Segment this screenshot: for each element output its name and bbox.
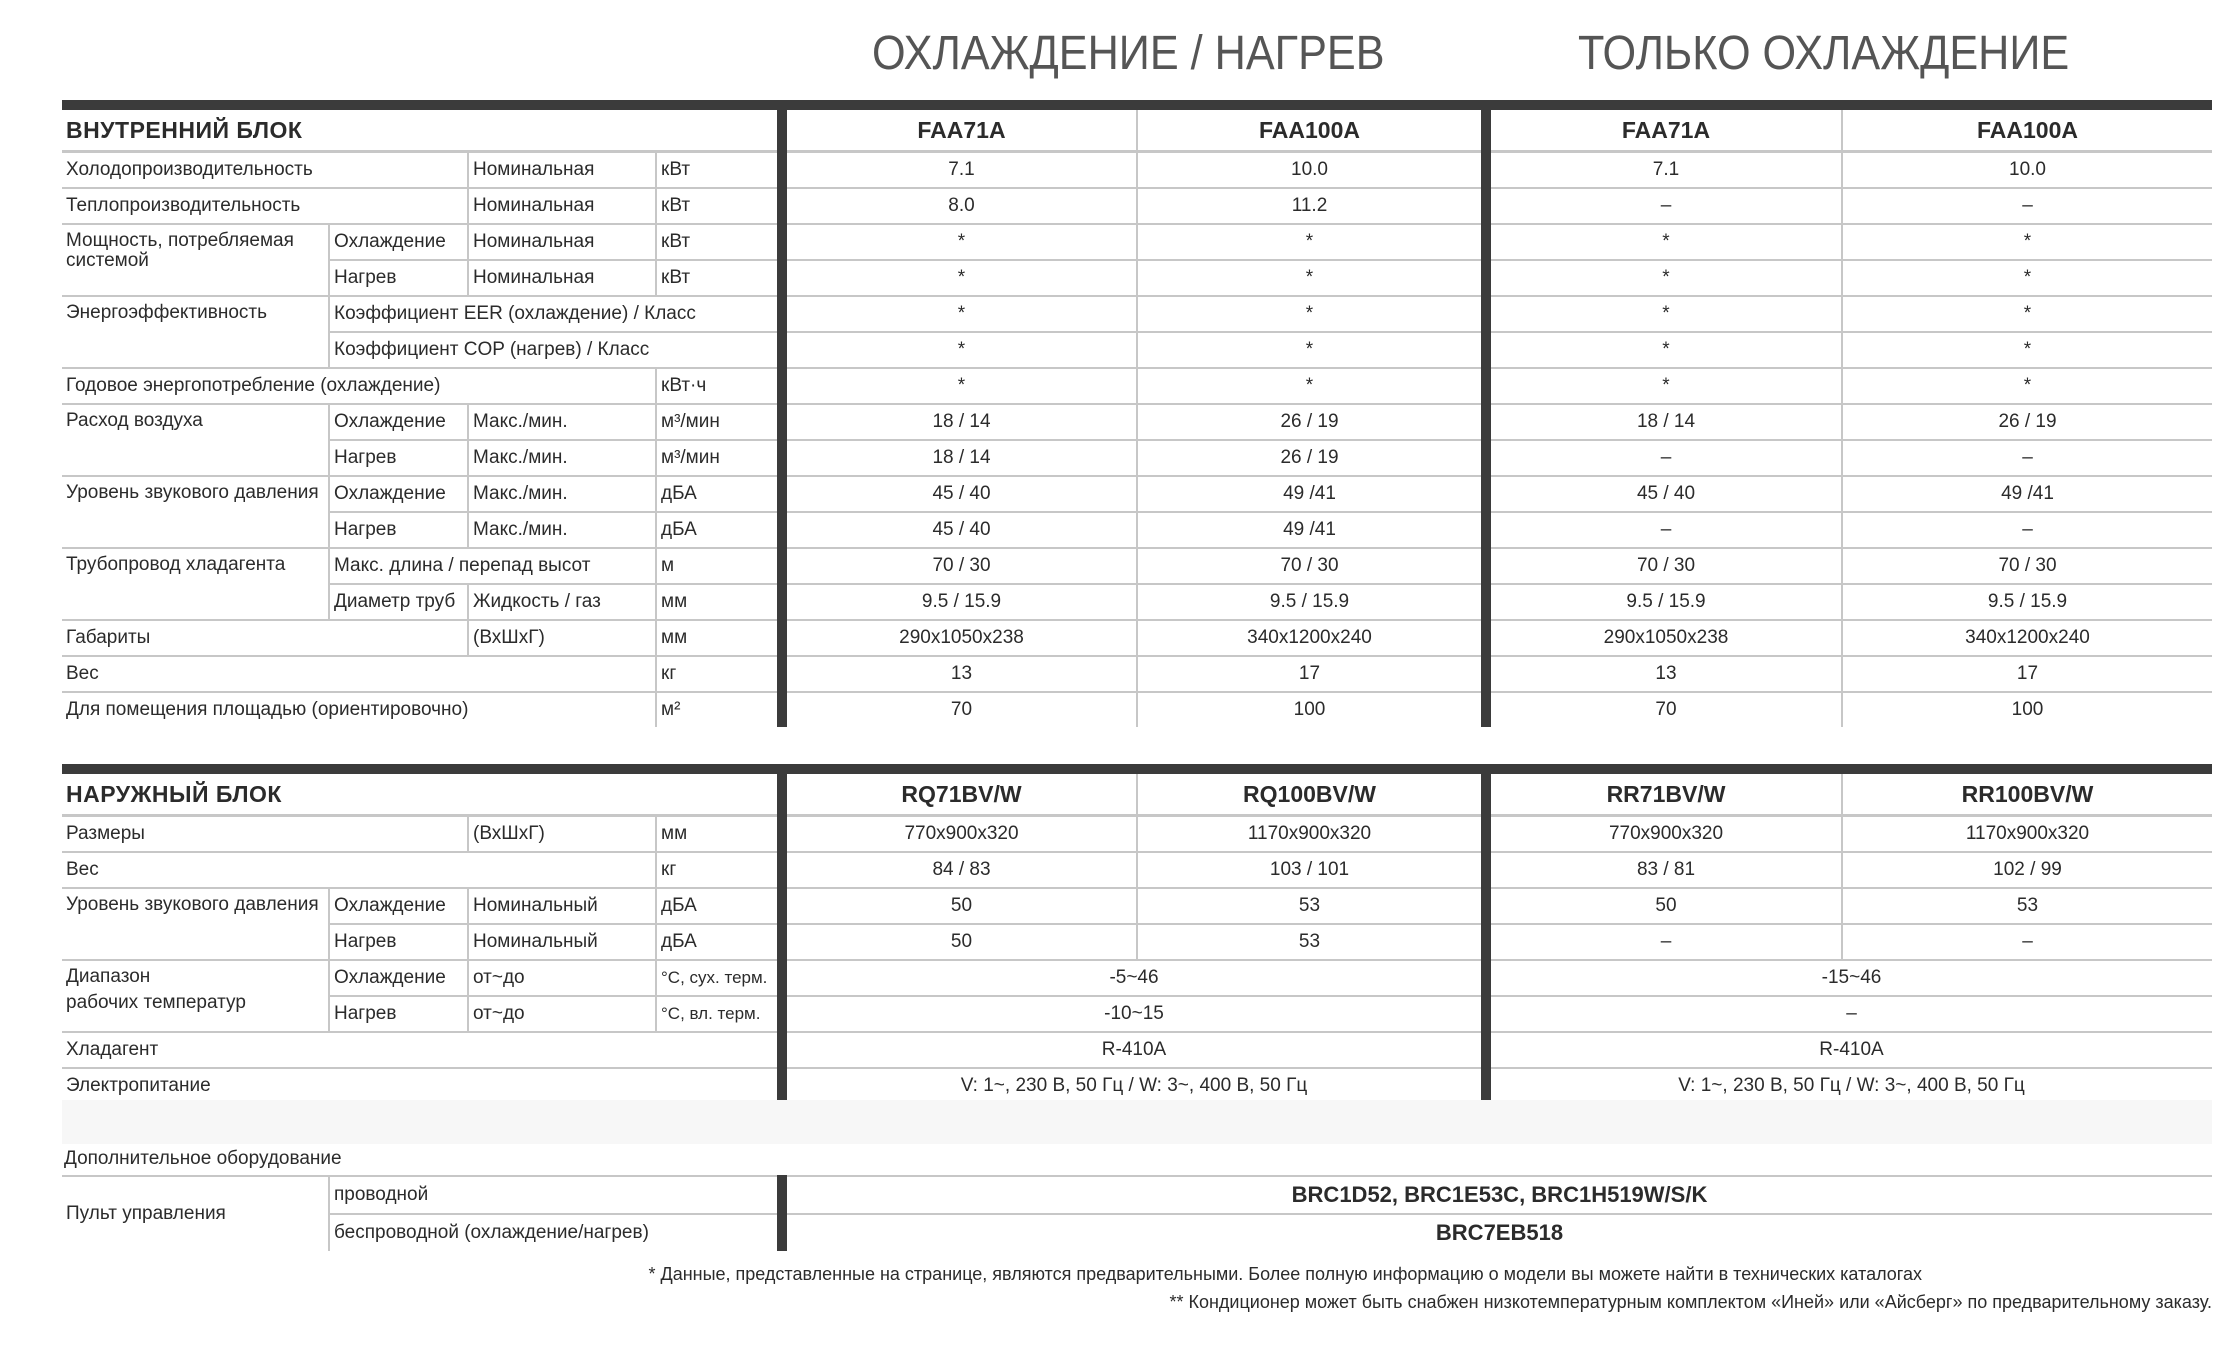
value-cell: 1170x900x320	[1842, 816, 2212, 853]
table-row	[62, 1214, 2212, 1251]
row-sub: Макс./мин.	[468, 476, 656, 512]
value-cell: 770x900x320	[782, 816, 1137, 853]
row-label: Трубопровод хладагента	[62, 548, 329, 620]
value-cell: 102 / 99	[1842, 852, 2212, 888]
value-cell: 70 / 30	[1137, 548, 1486, 584]
value-cell: BRC7EB518	[782, 1214, 2212, 1251]
row-unit: м	[656, 548, 782, 584]
value-cell: –	[1486, 512, 1842, 548]
row-unit: °С, сух. терм.	[656, 960, 782, 996]
table-row	[62, 1176, 2212, 1214]
table-row	[62, 692, 2212, 727]
value-cell: 18 / 14	[782, 440, 1137, 476]
row-sub: проводной	[329, 1176, 782, 1214]
value-cell: 50	[782, 924, 1137, 960]
value-cell: 26 / 19	[1842, 404, 2212, 440]
table-row	[62, 188, 2212, 224]
value-cell: –	[1842, 924, 2212, 960]
row-label: Мощность, потребляемая системой	[62, 224, 329, 296]
range-label-line1: Диапазон	[66, 966, 151, 987]
row-label: Габариты	[62, 620, 468, 656]
value-cell: *	[1137, 260, 1486, 296]
row-sub: Номинальная	[468, 224, 656, 260]
row-mode: Охлаждение	[329, 476, 468, 512]
value-cell: *	[782, 260, 1137, 296]
table-row	[62, 996, 2212, 1032]
footnote-2: ** Кондиционер может быть снабжен низкотемпературным комплектом «Иней» или «Айсберг» по предварительному заказу.	[1169, 1292, 2212, 1312]
value-cell: 70 / 30	[1486, 548, 1842, 584]
row-unit: кВт	[656, 224, 782, 260]
row-mode: Нагрев	[329, 924, 468, 960]
model-cell: RR71BV/W	[1486, 774, 1842, 816]
row-label: Расход воздуха	[62, 404, 329, 476]
value-cell: V: 1~, 230 В, 50 Гц / W: 3~, 400 В, 50 Гц	[782, 1068, 1486, 1103]
value-cell: 9.5 / 15.9	[1486, 584, 1842, 620]
table-row	[62, 548, 2212, 584]
value-cell: 1170x900x320	[1137, 816, 1486, 853]
row-unit: °С, вл. терм.	[656, 996, 782, 1032]
table-row	[62, 224, 2212, 260]
model-cell: RQ71BV/W	[782, 774, 1137, 816]
row-label: Для помещения площадью (ориентировочно)	[66, 699, 469, 721]
value-cell: 9.5 / 15.9	[1842, 584, 2212, 620]
value-cell: 49 /41	[1842, 476, 2212, 512]
table-row	[62, 368, 2212, 404]
footnote-1: * Данные, представленные на странице, являются предварительными. Более полную информацию о модели вы можете найти в технических каталогах	[648, 1264, 1922, 1284]
row-label: Холодопроизводительность	[62, 152, 468, 189]
value-cell: *	[1842, 368, 2212, 404]
range-label-line2: рабочих температур	[66, 991, 246, 1013]
value-cell: *	[1842, 332, 2212, 368]
options-title: Дополнительное оборудование	[64, 1148, 342, 1169]
value-cell: 340x1200x240	[1137, 620, 1486, 656]
outdoor-unit-table	[62, 764, 2212, 1103]
row-label: Теплопроизводительность	[62, 188, 468, 224]
model-cell: FAA71A	[782, 110, 1137, 152]
value-cell: 290x1050x238	[1486, 620, 1842, 656]
value-cell: 340x1200x240	[1842, 620, 2212, 656]
row-sub: Макс. длина / перепад высот	[329, 548, 656, 584]
row-unit: дБА	[656, 476, 782, 512]
row-unit: мм	[656, 620, 782, 656]
value-cell: 17	[1137, 656, 1486, 692]
row-mode: Охлаждение	[329, 888, 468, 924]
indoor-title: ВНУТРЕННИЙ БЛОК	[62, 110, 782, 152]
value-cell: –	[1842, 512, 2212, 548]
row-label	[62, 960, 329, 1032]
header-cool-heat: ОХЛАЖДЕНИЕ / НАГРЕВ	[872, 27, 1385, 80]
value-cell: 100	[1842, 692, 2212, 727]
row-unit: кВт	[656, 152, 782, 189]
row-sub: от~до	[468, 996, 656, 1032]
row-sub: Коэффициент COP (нагрев) / Класс	[329, 332, 782, 368]
table-row	[62, 924, 2212, 960]
value-cell: *	[782, 368, 1137, 404]
row-sub: Коэффициент EER (охлаждение) / Класс	[329, 296, 782, 332]
row-unit: кВт	[656, 188, 782, 224]
value-cell: 53	[1137, 924, 1486, 960]
value-cell: V: 1~, 230 В, 50 Гц / W: 3~, 400 В, 50 Гц	[1486, 1068, 2212, 1103]
row-label: Вес	[62, 852, 656, 888]
value-cell: 45 / 40	[782, 476, 1137, 512]
row-sub: (ВхШхГ)	[468, 620, 656, 656]
value-cell: 17	[1842, 656, 2212, 692]
row-label: Энергоэффективность	[62, 296, 329, 368]
value-cell: –	[1486, 440, 1842, 476]
table-row	[62, 1068, 2212, 1103]
value-cell: *	[1486, 332, 1842, 368]
row-label: Уровень звукового давления	[62, 476, 329, 548]
table-row	[62, 476, 2212, 512]
row-sub: Номинальный	[468, 924, 656, 960]
value-cell: 11.2	[1137, 188, 1486, 224]
row-mode: Охлаждение	[329, 404, 468, 440]
value-cell: 50	[1486, 888, 1842, 924]
header-cool-only: ТОЛЬКО ОХЛАЖДЕНИЕ	[1578, 27, 2070, 80]
value-cell: *	[1486, 368, 1842, 404]
value-cell: *	[782, 224, 1137, 260]
row-label: Вес	[62, 656, 656, 692]
value-cell: 70 / 30	[782, 548, 1137, 584]
value-cell: *	[1137, 296, 1486, 332]
model-cell: RQ100BV/W	[1137, 774, 1486, 816]
value-cell: 7.1	[1486, 152, 1842, 189]
row-unit: м²	[656, 692, 782, 727]
row-mode: Охлаждение	[329, 224, 468, 260]
value-cell: 10.0	[1842, 152, 2212, 189]
value-cell: *	[1137, 368, 1486, 404]
row-sub: беспроводной (охлаждение/нагрев)	[329, 1214, 782, 1251]
value-cell: -15~46	[1486, 960, 2212, 996]
row-unit: кг	[656, 852, 782, 888]
value-cell: R-410A	[782, 1032, 1486, 1068]
value-cell: 18 / 14	[782, 404, 1137, 440]
row-unit: дБА	[656, 888, 782, 924]
row-label: Годовое энергопотребление (охлаждение)	[62, 368, 656, 404]
value-cell: 45 / 40	[1486, 476, 1842, 512]
value-cell: R-410A	[1486, 1032, 2212, 1068]
row-mode: Нагрев	[329, 260, 468, 296]
table-row	[62, 260, 2212, 296]
value-cell: –	[1486, 996, 2212, 1032]
row-mode: Диаметр труб	[329, 584, 468, 620]
value-cell: *	[1137, 224, 1486, 260]
value-cell: -5~46	[782, 960, 1486, 996]
value-cell: 50	[782, 888, 1137, 924]
row-unit: м³/мин	[656, 440, 782, 476]
value-cell: 8.0	[782, 188, 1137, 224]
table-row	[62, 512, 2212, 548]
value-cell: 13	[782, 656, 1137, 692]
row-label: Пульт управления	[66, 1203, 226, 1225]
row-unit: кВт	[656, 260, 782, 296]
row-sub: (ВхШхГ)	[468, 816, 656, 853]
row-sub: Макс./мин.	[468, 512, 656, 548]
row-sub: Номинальная	[468, 260, 656, 296]
table-row	[62, 152, 2212, 189]
row-unit: дБА	[656, 512, 782, 548]
value-cell: –	[1486, 188, 1842, 224]
row-label: Хладагент	[62, 1032, 782, 1068]
value-cell: BRC1D52, BRC1E53C, BRC1H519W/S/K	[782, 1176, 2212, 1214]
value-cell: 70	[1486, 692, 1842, 727]
row-unit: кг	[656, 656, 782, 692]
row-sub: Макс./мин.	[468, 404, 656, 440]
row-sub: Жидкость / газ	[468, 584, 656, 620]
table-row	[62, 888, 2212, 924]
value-cell: 7.1	[782, 152, 1137, 189]
table-row	[62, 440, 2212, 476]
row-unit: м³/мин	[656, 404, 782, 440]
row-sub: от~до	[468, 960, 656, 996]
model-cell: RR100BV/W	[1842, 774, 2212, 816]
row-sub: Номинальный	[468, 888, 656, 924]
row-mode: Нагрев	[329, 996, 468, 1032]
table-row	[62, 816, 2212, 853]
value-cell: *	[1486, 260, 1842, 296]
value-cell: -10~15	[782, 996, 1486, 1032]
value-cell: 53	[1137, 888, 1486, 924]
row-unit: дБА	[656, 924, 782, 960]
indoor-header-row	[62, 110, 2212, 152]
table-row	[62, 852, 2212, 888]
value-cell: 53	[1842, 888, 2212, 924]
row-unit: кВт·ч	[656, 368, 782, 404]
value-cell: –	[1842, 440, 2212, 476]
model-cell: FAA71A	[1486, 110, 1842, 152]
value-cell: 26 / 19	[1137, 440, 1486, 476]
table-row	[62, 296, 2212, 332]
value-cell: –	[1486, 924, 1842, 960]
row-sub: Макс./мин.	[468, 440, 656, 476]
table-row	[62, 404, 2212, 440]
outdoor-title: НАРУЖНЫЙ БЛОК	[62, 774, 782, 816]
outdoor-header-row	[62, 774, 2212, 816]
value-cell: *	[1486, 224, 1842, 260]
value-cell: 100	[1137, 692, 1486, 727]
row-label: Уровень звукового давления	[62, 888, 329, 960]
value-cell: 9.5 / 15.9	[1137, 584, 1486, 620]
row-mode: Нагрев	[329, 512, 468, 548]
row-label: Размеры	[62, 816, 468, 853]
row-unit: мм	[656, 584, 782, 620]
section-gap	[62, 1100, 2212, 1144]
value-cell: 26 / 19	[1137, 404, 1486, 440]
table-row	[62, 584, 2212, 620]
value-cell: –	[1842, 188, 2212, 224]
value-cell: 70 / 30	[1842, 548, 2212, 584]
value-cell: *	[1137, 332, 1486, 368]
row-mode: Нагрев	[329, 440, 468, 476]
value-cell: *	[1842, 296, 2212, 332]
row-unit: мм	[656, 816, 782, 853]
row-mode: Охлаждение	[329, 960, 468, 996]
value-cell: 49 /41	[1137, 512, 1486, 548]
model-cell: FAA100A	[1137, 110, 1486, 152]
row-label: Электропитание	[66, 1075, 211, 1097]
options-table	[62, 1174, 2212, 1251]
value-cell: 45 / 40	[782, 512, 1137, 548]
table-row	[62, 1032, 2212, 1068]
row-sub: Номинальная	[468, 188, 656, 224]
value-cell: 290x1050x238	[782, 620, 1137, 656]
value-cell: 18 / 14	[1486, 404, 1842, 440]
value-cell: *	[782, 296, 1137, 332]
table-row	[62, 960, 2212, 996]
value-cell: 770x900x320	[1486, 816, 1842, 853]
model-cell: FAA100A	[1842, 110, 2212, 152]
value-cell: *	[782, 332, 1137, 368]
value-cell: 103 / 101	[1137, 852, 1486, 888]
value-cell: 83 / 81	[1486, 852, 1842, 888]
value-cell: 9.5 / 15.9	[782, 584, 1137, 620]
row-sub: Номинальная	[468, 152, 656, 189]
indoor-unit-table	[62, 100, 2212, 727]
value-cell: *	[1486, 296, 1842, 332]
value-cell: *	[1842, 224, 2212, 260]
value-cell: *	[1842, 260, 2212, 296]
table-row	[62, 656, 2212, 692]
value-cell: 13	[1486, 656, 1842, 692]
value-cell: 70	[782, 692, 1137, 727]
value-cell: 49 /41	[1137, 476, 1486, 512]
table-row	[62, 620, 2212, 656]
value-cell: 84 / 83	[782, 852, 1137, 888]
value-cell: 10.0	[1137, 152, 1486, 189]
table-row	[62, 332, 2212, 368]
